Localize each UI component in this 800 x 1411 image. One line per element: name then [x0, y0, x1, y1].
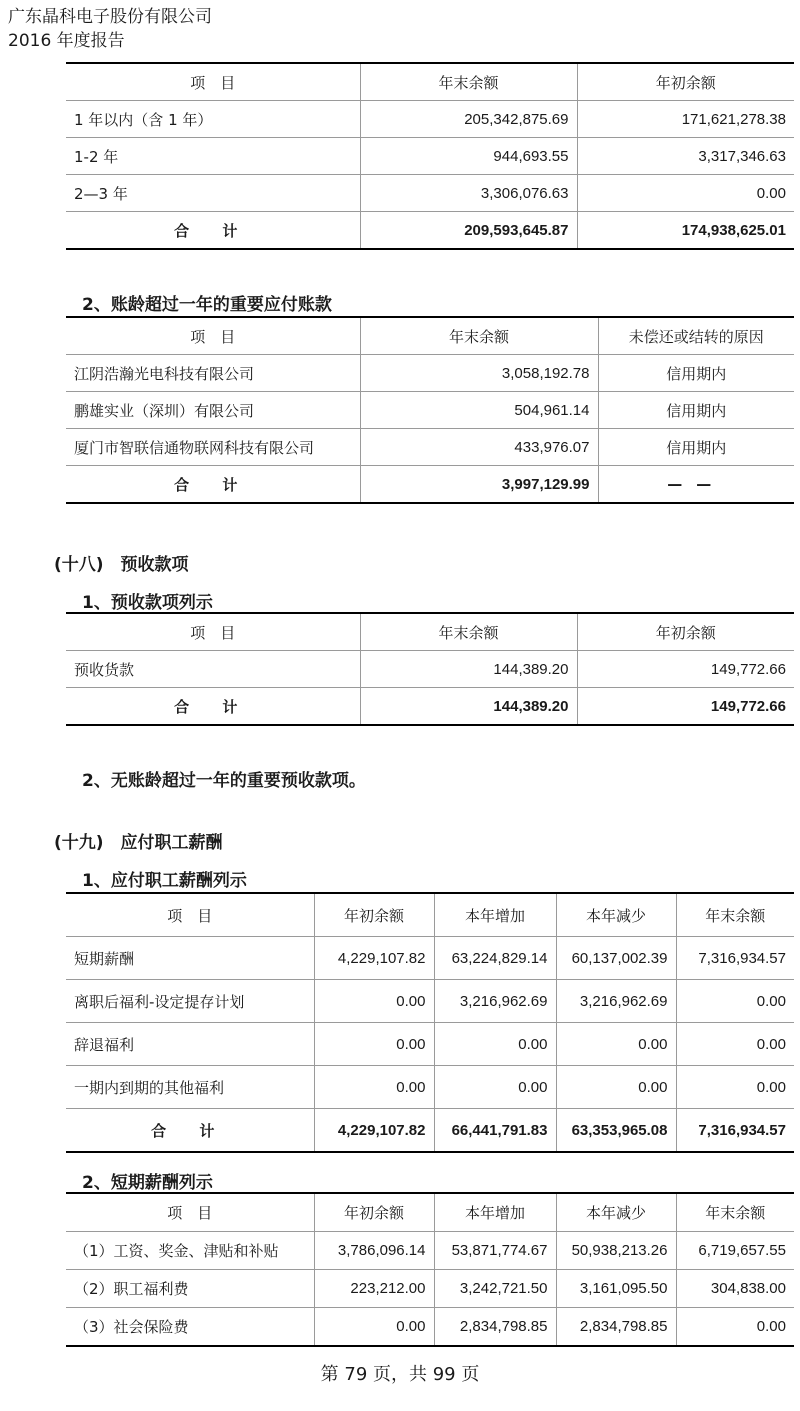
subsection-heading: 1、应付职工薪酬列示: [82, 871, 247, 891]
column-header: 年初余额: [314, 893, 434, 937]
cell-value: 304,838.00: [676, 1270, 794, 1308]
column-header: 年初余额: [314, 1193, 434, 1232]
table-header-row: [66, 1193, 794, 1232]
column-header: 项 目: [66, 317, 360, 355]
short-term-pay-table: [66, 1192, 794, 1347]
row-label: 辞退福利: [66, 1023, 314, 1066]
total-row: [66, 466, 794, 504]
table-row: [66, 651, 794, 688]
cell-value: 0.00: [676, 1308, 794, 1347]
column-header: 年初余额: [577, 613, 794, 651]
cell-value: 7,316,934.57: [676, 937, 794, 980]
table-row: [66, 1232, 794, 1270]
table-row: [66, 1308, 794, 1347]
cell-reason: 信用期内: [598, 355, 794, 392]
cell-value: 144,389.20: [360, 651, 577, 688]
total-row: [66, 688, 794, 726]
cell-value: 0.00: [314, 1308, 434, 1347]
total-value: 149,772.66: [577, 688, 794, 726]
table-row: [66, 980, 794, 1023]
table-row: [66, 1066, 794, 1109]
cell-value: 6,719,657.55: [676, 1232, 794, 1270]
column-header: 年末余额: [676, 1193, 794, 1232]
report-title: 2016 年度报告: [8, 31, 125, 51]
page-number: 第 79 页，共 99 页: [320, 1364, 480, 1385]
row-label: （3）社会保险费: [66, 1308, 314, 1347]
cell-value: 3,317,346.63: [577, 138, 794, 175]
cell-value: 0.00: [314, 980, 434, 1023]
cell-value: 53,871,774.67: [434, 1232, 556, 1270]
column-header: 本年增加: [434, 1193, 556, 1232]
cell-value: 0.00: [556, 1023, 676, 1066]
row-label: 离职后福利-设定提存计划: [66, 980, 314, 1023]
cell-value: 3,161,095.50: [556, 1270, 676, 1308]
company-name: 广东晶科电子股份有限公司: [8, 7, 212, 27]
column-header: 本年增加: [434, 893, 556, 937]
payables-aging-table: [66, 62, 794, 250]
cell-value: 50,938,213.26: [556, 1232, 676, 1270]
total-label: 合 计: [66, 466, 360, 504]
table-row: [66, 1023, 794, 1066]
table-row: [66, 101, 794, 138]
cell-value: 0.00: [434, 1023, 556, 1066]
cell-value: 2,834,798.85: [434, 1308, 556, 1347]
column-header: 未偿还或结转的原因: [598, 317, 794, 355]
table-header-row: [66, 893, 794, 937]
column-header: 项 目: [66, 63, 360, 101]
important-payables-table: [66, 316, 794, 504]
total-row: [66, 212, 794, 250]
total-value: 66,441,791.83: [434, 1109, 556, 1153]
cell-value: 0.00: [434, 1066, 556, 1109]
section-heading: (十九) 应付职工薪酬: [54, 833, 223, 853]
row-label: 厦门市智联信通物联网科技有限公司: [66, 429, 360, 466]
row-label: 短期薪酬: [66, 937, 314, 980]
subsection-heading: 1、预收款项列示: [82, 593, 213, 613]
row-label: 1 年以内（含 1 年）: [66, 101, 360, 138]
row-label: 预收货款: [66, 651, 360, 688]
total-value: 174,938,625.01: [577, 212, 794, 250]
cell-value: 3,242,721.50: [434, 1270, 556, 1308]
subsection-heading: 2、短期薪酬列示: [82, 1173, 213, 1193]
cell-value: 2,834,798.85: [556, 1308, 676, 1347]
cell-value: 3,786,096.14: [314, 1232, 434, 1270]
cell-value: 0.00: [676, 1023, 794, 1066]
cell-value: 171,621,278.38: [577, 101, 794, 138]
cell-value: 149,772.66: [577, 651, 794, 688]
table-row: [66, 937, 794, 980]
total-label: 合 计: [66, 688, 360, 726]
column-header: 年末余额: [360, 317, 598, 355]
column-header: 项 目: [66, 893, 314, 937]
cell-value: 3,216,962.69: [556, 980, 676, 1023]
column-header: 年末余额: [360, 613, 577, 651]
row-label: 鹏雄实业（深圳）有限公司: [66, 392, 360, 429]
cell-value: 205,342,875.69: [360, 101, 577, 138]
column-header: 本年减少: [556, 1193, 676, 1232]
cell-reason: 信用期内: [598, 392, 794, 429]
column-header: 年初余额: [577, 63, 794, 101]
cell-value: 0.00: [314, 1066, 434, 1109]
table-row: [66, 1270, 794, 1308]
row-label: 2—3 年: [66, 175, 360, 212]
cell-value: 0.00: [676, 1066, 794, 1109]
row-label: 江阴浩瀚光电科技有限公司: [66, 355, 360, 392]
subsection-heading: 2、无账龄超过一年的重要预收款项。: [82, 771, 366, 791]
cell-value: 3,306,076.63: [360, 175, 577, 212]
table-header-row: [66, 317, 794, 355]
cell-value: 0.00: [577, 175, 794, 212]
table-row: [66, 175, 794, 212]
advance-receipts-table: [66, 612, 794, 726]
table-header-row: [66, 613, 794, 651]
table-row: [66, 355, 794, 392]
employee-payables-table: [66, 892, 794, 1153]
total-value: 144,389.20: [360, 688, 577, 726]
total-value: 3,997,129.99: [360, 466, 598, 504]
cell-value: 0.00: [676, 980, 794, 1023]
total-value: ——: [598, 466, 794, 504]
cell-reason: 信用期内: [598, 429, 794, 466]
row-label: （2）职工福利费: [66, 1270, 314, 1308]
total-value: 7,316,934.57: [676, 1109, 794, 1153]
cell-value: 63,224,829.14: [434, 937, 556, 980]
row-label: （1）工资、奖金、津贴和补贴: [66, 1232, 314, 1270]
column-header: 年末余额: [676, 893, 794, 937]
column-header: 年末余额: [360, 63, 577, 101]
table-header-row: [66, 63, 794, 101]
cell-value: 223,212.00: [314, 1270, 434, 1308]
cell-value: 3,216,962.69: [434, 980, 556, 1023]
row-label: 1-2 年: [66, 138, 360, 175]
table-row: [66, 138, 794, 175]
cell-value: 504,961.14: [360, 392, 598, 429]
column-header: 项 目: [66, 613, 360, 651]
cell-value: 0.00: [556, 1066, 676, 1109]
total-value: 209,593,645.87: [360, 212, 577, 250]
row-label: 一期内到期的其他福利: [66, 1066, 314, 1109]
total-value: 63,353,965.08: [556, 1109, 676, 1153]
column-header: 本年减少: [556, 893, 676, 937]
cell-value: 60,137,002.39: [556, 937, 676, 980]
section-heading: 2、账龄超过一年的重要应付账款: [82, 295, 332, 315]
section-heading: (十八) 预收款项: [54, 555, 189, 575]
cell-value: 433,976.07: [360, 429, 598, 466]
total-label: 合 计: [66, 1109, 314, 1153]
total-label: 合 计: [66, 212, 360, 250]
total-value: 4,229,107.82: [314, 1109, 434, 1153]
cell-value: 3,058,192.78: [360, 355, 598, 392]
table-row: [66, 392, 794, 429]
column-header: 项 目: [66, 1193, 314, 1232]
table-row: [66, 429, 794, 466]
total-row: [66, 1109, 794, 1153]
cell-value: 4,229,107.82: [314, 937, 434, 980]
cell-value: 944,693.55: [360, 138, 577, 175]
cell-value: 0.00: [314, 1023, 434, 1066]
